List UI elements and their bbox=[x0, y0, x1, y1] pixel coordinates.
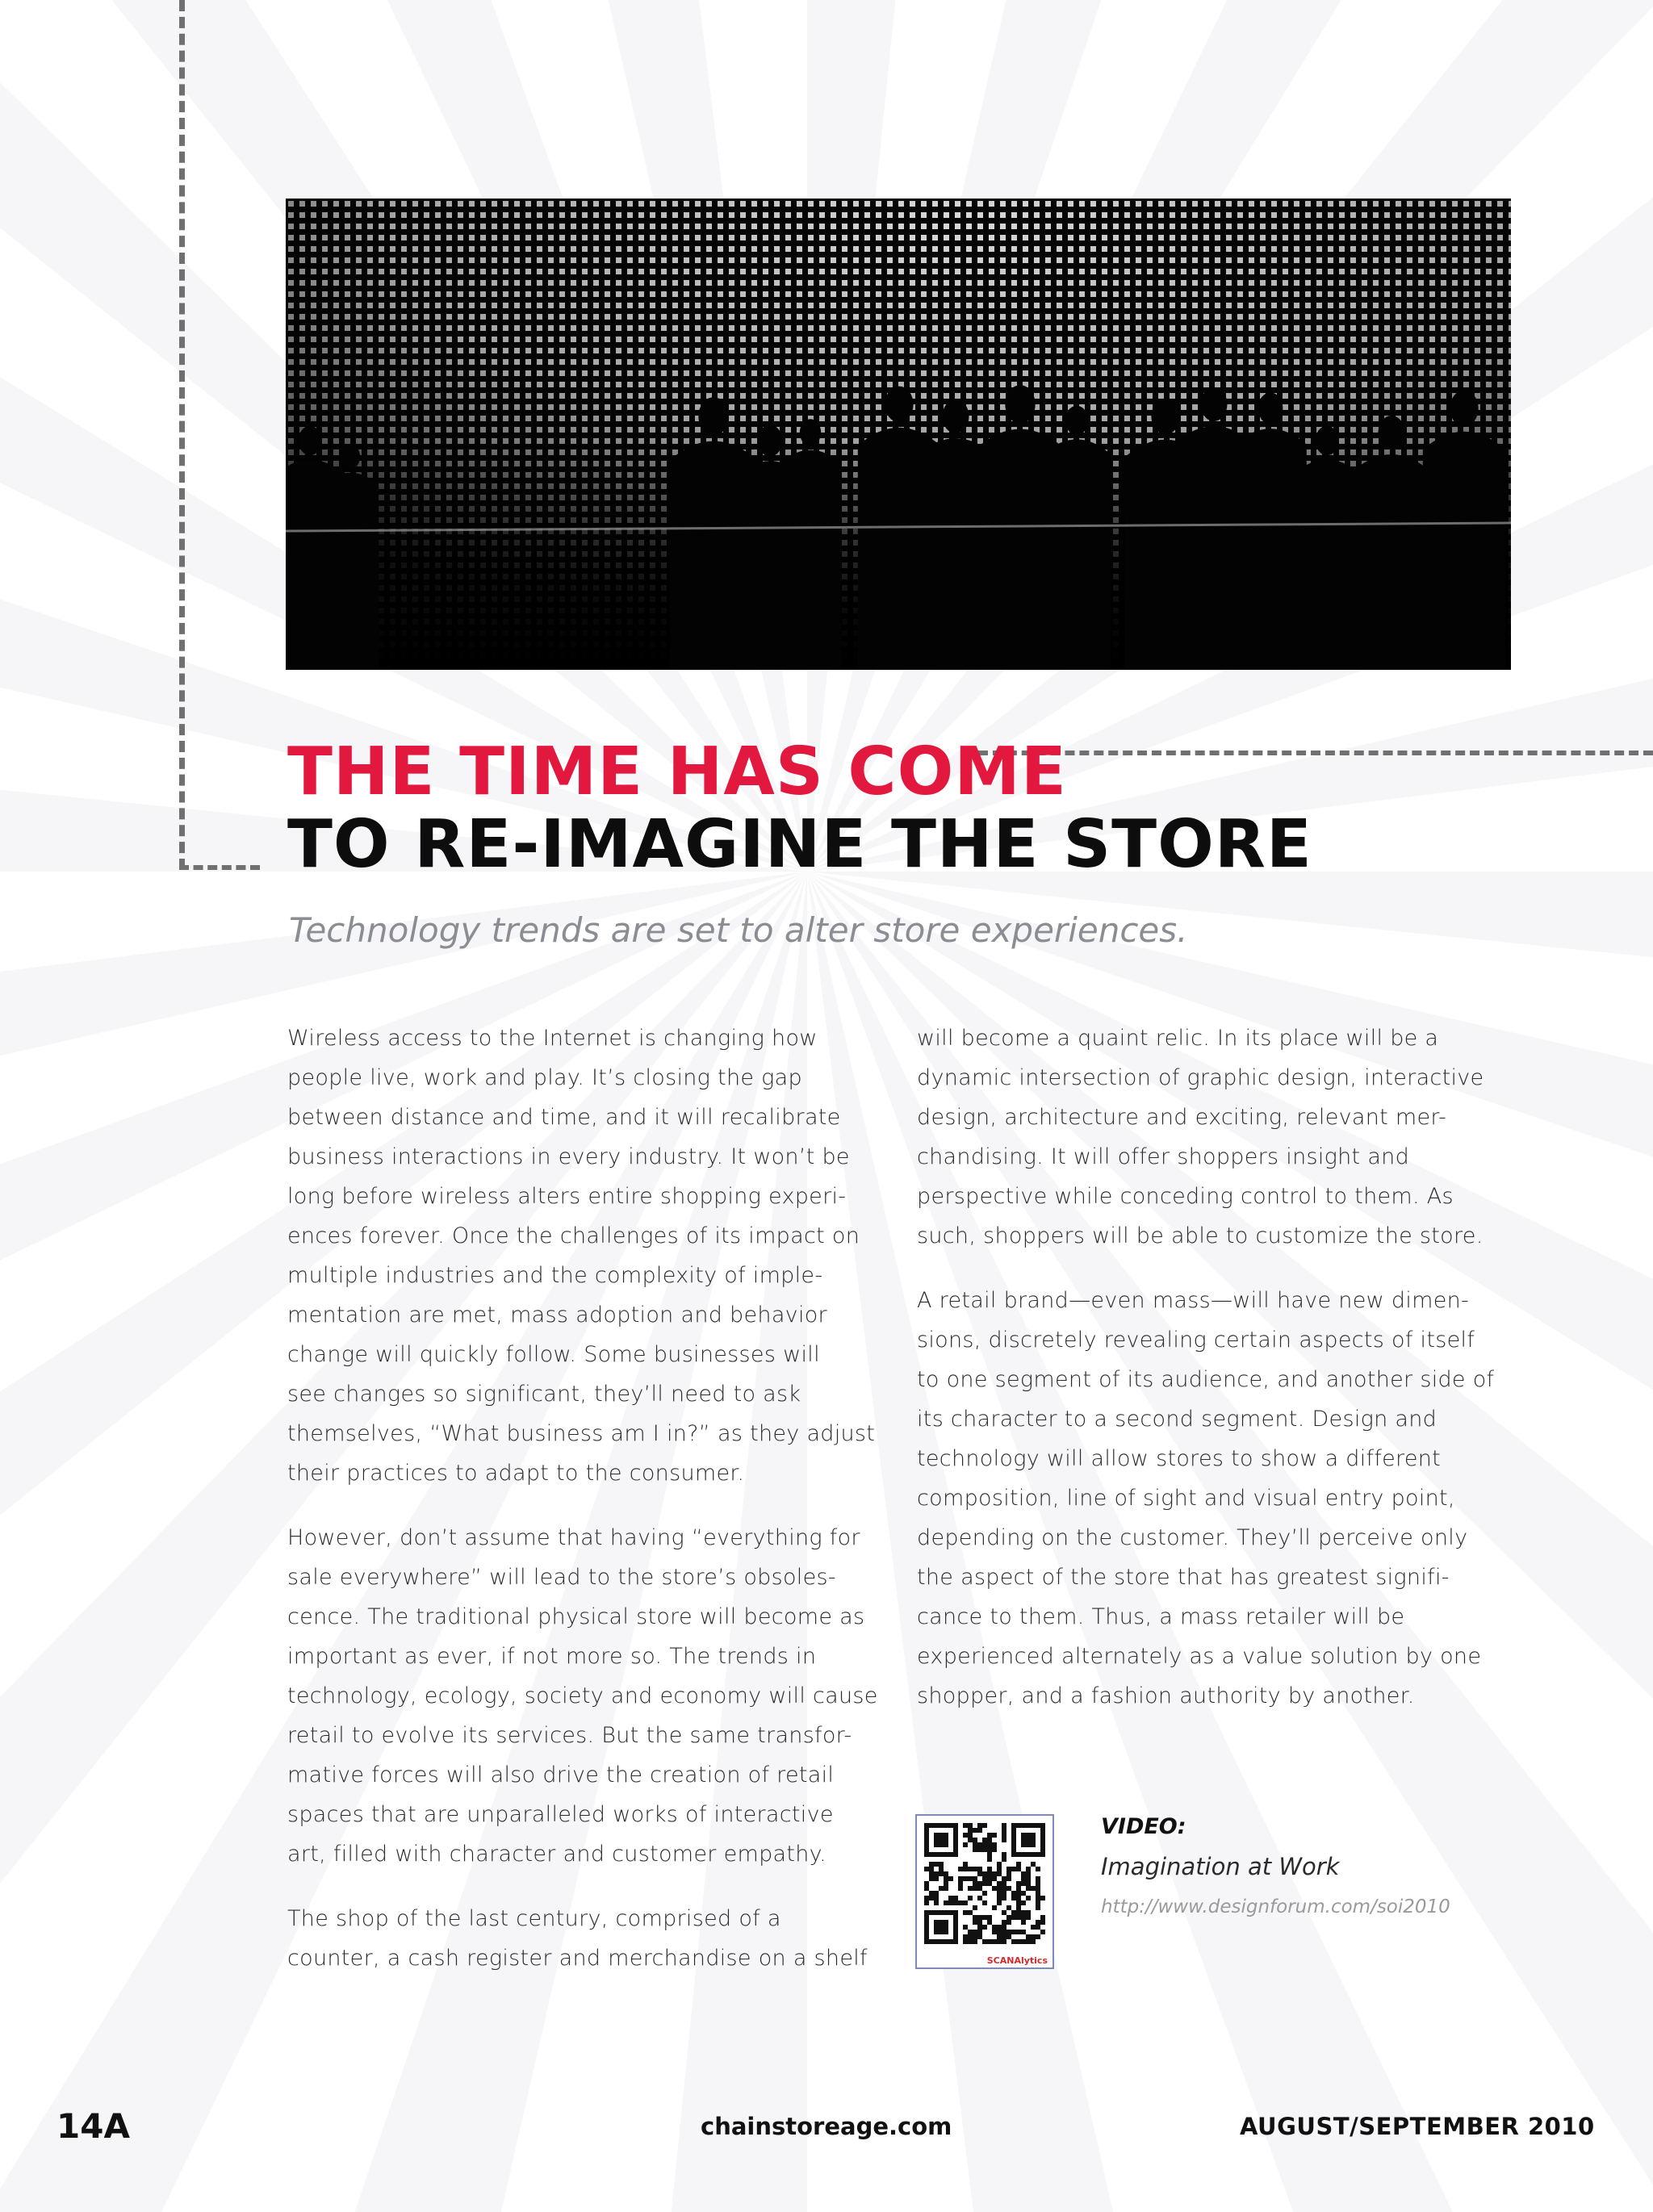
footer-issue-date: AUGUST/SEPTEMBER 2010 bbox=[1240, 2113, 1595, 2140]
text-line: the aspect of the store that has greatest signifi- bbox=[917, 1565, 1450, 1590]
text-line: The shop of the last century, comprised of a bbox=[287, 1906, 781, 1931]
text-line: see changes so significant, they’ll need to ask bbox=[287, 1382, 801, 1407]
text-line: chandising. It will offer shoppers insight and bbox=[917, 1144, 1410, 1169]
text-line: will become a quaint relic. In its place will be a bbox=[917, 1026, 1439, 1051]
text-line: ences forever. Once the challenges of its impact on bbox=[287, 1223, 860, 1248]
text-line: design, architecture and exciting, relevant mer- bbox=[917, 1105, 1447, 1130]
text-line: technology, ecology, society and economy will cause bbox=[287, 1683, 878, 1708]
text-line: themselves, “What business am I in?” as they adjust bbox=[287, 1421, 876, 1446]
text-line: cence. The traditional physical store will become as bbox=[287, 1604, 865, 1629]
article-paragraph bbox=[287, 1899, 885, 1978]
text-line: such, shoppers will be able to customize the store. bbox=[917, 1223, 1484, 1248]
article-column-right bbox=[917, 1018, 1514, 1741]
text-line: its character to a second segment. Design and bbox=[917, 1407, 1437, 1432]
headline-line-2: TO RE-IMAGINE THE STORE bbox=[287, 806, 1312, 883]
article-paragraph bbox=[287, 1018, 885, 1493]
text-line: long before wireless alters entire shopping experi- bbox=[287, 1184, 847, 1209]
text-line: depending on the customer. They’ll perceive only bbox=[917, 1525, 1468, 1550]
text-line: cance to them. Thus, a mass retailer will be bbox=[917, 1604, 1405, 1629]
page-number: 14A bbox=[56, 2106, 130, 2146]
video-link[interactable]: http://www.designforum.com/soi2010 bbox=[1101, 1896, 1450, 1917]
subheadline: Technology trends are set to alter store experiences. bbox=[289, 910, 1188, 950]
video-title: Imagination at Work bbox=[1101, 1853, 1340, 1880]
article-column-left bbox=[287, 1018, 885, 2003]
text-line: mative forces will also drive the creation of retail bbox=[287, 1762, 835, 1788]
text-line: to one segment of its audience, and another side of bbox=[917, 1367, 1495, 1392]
text-line: their practices to adapt to the consumer. bbox=[287, 1461, 745, 1486]
text-line: experienced alternately as a value solution by one bbox=[917, 1644, 1482, 1669]
text-line: spaces that are unparalleled works of interactive bbox=[287, 1802, 834, 1827]
text-line: composition, line of sight and visual entry point, bbox=[917, 1486, 1455, 1511]
dashed-rule-right bbox=[978, 751, 1653, 755]
hero-photo bbox=[286, 199, 1511, 670]
text-line: mentation are met, mass adoption and behavior bbox=[287, 1303, 827, 1328]
dashed-frame-vertical bbox=[179, 0, 185, 870]
headline-line-1: THE TIME HAS COME bbox=[287, 734, 1067, 810]
text-line: business interactions in every industry. It won’t be bbox=[287, 1144, 850, 1169]
qr-brand-label: SCANAlytics bbox=[986, 1955, 1048, 1966]
text-line: art, filled with character and customer empathy. bbox=[287, 1842, 826, 1867]
text-line: However, don’t assume that having “everything for bbox=[287, 1525, 860, 1550]
text-line: retail to evolve its services. But the same transfor- bbox=[287, 1723, 852, 1748]
text-line: multiple industries and the complexity of imple- bbox=[287, 1263, 823, 1288]
text-line: sale everywhere” will lead to the store’s obsoles- bbox=[287, 1565, 836, 1590]
text-line: technology will allow stores to show a different bbox=[917, 1446, 1442, 1471]
video-label: VIDEO: bbox=[1101, 1814, 1186, 1839]
text-line: dynamic intersection of graphic design, interactive bbox=[917, 1065, 1484, 1090]
article-paragraph bbox=[917, 1018, 1514, 1256]
text-line: counter, a cash register and merchandise on a shelf bbox=[287, 1946, 868, 1971]
text-line: A retail brand—even mass—will have new dimen- bbox=[917, 1288, 1470, 1313]
footer-site[interactable]: chainstoreage.com bbox=[701, 2113, 952, 2140]
dashed-frame-corner bbox=[179, 865, 260, 870]
text-line: change will quickly follow. Some businesses will bbox=[287, 1342, 820, 1367]
article-paragraph bbox=[917, 1281, 1514, 1716]
text-line: Wireless access to the Internet is changing how bbox=[287, 1026, 818, 1051]
text-line: sions, discretely revealing certain aspects of itself bbox=[917, 1328, 1475, 1353]
article-paragraph bbox=[287, 1518, 885, 1874]
text-line: perspective while conceding control to them. As bbox=[917, 1184, 1454, 1209]
qr-code-icon[interactable] bbox=[915, 1814, 1054, 1969]
text-line: important as ever, if not more so. The trends in bbox=[287, 1644, 817, 1669]
text-line: shopper, and a fashion authority by another. bbox=[917, 1683, 1415, 1708]
text-line: between distance and time, and it will recalibrate bbox=[287, 1105, 841, 1130]
text-line: people live, work and play. It’s closing the gap bbox=[287, 1065, 802, 1090]
